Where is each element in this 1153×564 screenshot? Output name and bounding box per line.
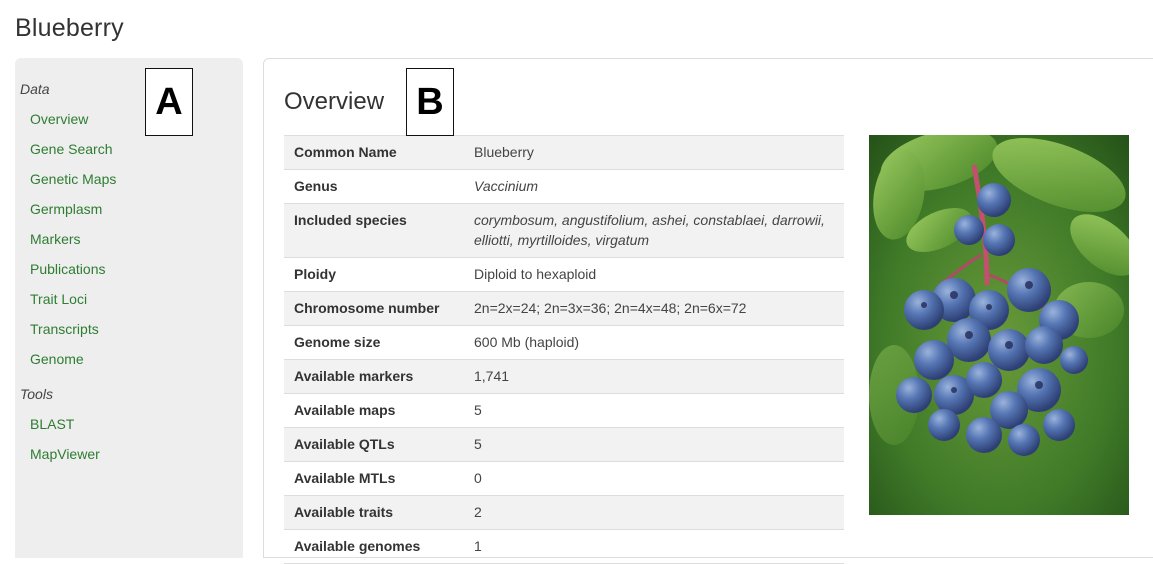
- row-key: Genome size: [284, 326, 464, 360]
- row-key: Available markers: [284, 360, 464, 394]
- row-value: Blueberry: [464, 136, 844, 170]
- row-value: 2: [464, 496, 844, 530]
- table-row: [284, 462, 844, 496]
- row-key: Chromosome number: [284, 292, 464, 326]
- sidebar-item-overview[interactable]: Overview: [30, 111, 89, 127]
- sidebar-heading-data: Data: [20, 81, 50, 97]
- row-value: Vaccinium: [464, 170, 844, 204]
- table-row: [284, 428, 844, 462]
- sidebar-item-trait-loci[interactable]: Trait Loci: [30, 291, 88, 307]
- row-key: Available maps: [284, 394, 464, 428]
- table-row: [284, 204, 844, 258]
- sidebar-item-mapviewer[interactable]: MapViewer: [30, 446, 100, 462]
- row-value: 5: [464, 428, 844, 462]
- blueberry-photo: [869, 135, 1129, 515]
- row-key: Available traits: [284, 496, 464, 530]
- table-row: [284, 496, 844, 530]
- row-value: corymbosum, angustifolium, ashei, constablaei, darrowii, elliotti, myrtilloides, virgatum: [464, 204, 844, 258]
- panel-label-b: B: [406, 68, 454, 136]
- sidebar-item-genetic-maps[interactable]: Genetic Maps: [30, 171, 117, 187]
- row-key: Genus: [284, 170, 464, 204]
- sidebar-item-gene-search[interactable]: Gene Search: [30, 141, 113, 157]
- row-value: 0: [464, 462, 844, 496]
- table-row: [284, 292, 844, 326]
- row-key: Available QTLs: [284, 428, 464, 462]
- sidebar-item-transcripts[interactable]: Transcripts: [30, 321, 99, 337]
- row-value: 5: [464, 394, 844, 428]
- sidebar-item-publications[interactable]: Publications: [30, 261, 106, 277]
- sidebar-item-markers[interactable]: Markers: [30, 231, 81, 247]
- row-key: Common Name: [284, 136, 464, 170]
- table-row: [284, 258, 844, 292]
- overview-table: [284, 135, 844, 564]
- row-value: 600 Mb (haploid): [464, 326, 844, 360]
- sidebar-item-genome[interactable]: Genome: [30, 351, 84, 367]
- table-row: [284, 170, 844, 204]
- overview-title: Overview: [284, 88, 385, 115]
- table-row: [284, 136, 844, 170]
- table-row: [284, 326, 844, 360]
- panel-label-a: A: [145, 68, 193, 136]
- row-key: Available MTLs: [284, 462, 464, 496]
- sidebar: [15, 58, 243, 558]
- sidebar-item-germplasm[interactable]: Germplasm: [30, 201, 103, 217]
- page-title: Blueberry: [15, 14, 124, 42]
- sidebar-item-blast[interactable]: BLAST: [30, 416, 75, 432]
- row-value: Diploid to hexaploid: [464, 258, 844, 292]
- table-row: [284, 360, 844, 394]
- row-key: Ploidy: [284, 258, 464, 292]
- row-key: Available genomes: [284, 530, 464, 564]
- row-value: 2n=2x=24; 2n=3x=36; 2n=4x=48; 2n=6x=72: [464, 292, 844, 326]
- row-key: Included species: [284, 204, 464, 258]
- row-value: 1,741: [464, 360, 844, 394]
- sidebar-heading-tools: Tools: [20, 386, 53, 402]
- table-row: [284, 394, 844, 428]
- row-value: 1: [464, 530, 844, 564]
